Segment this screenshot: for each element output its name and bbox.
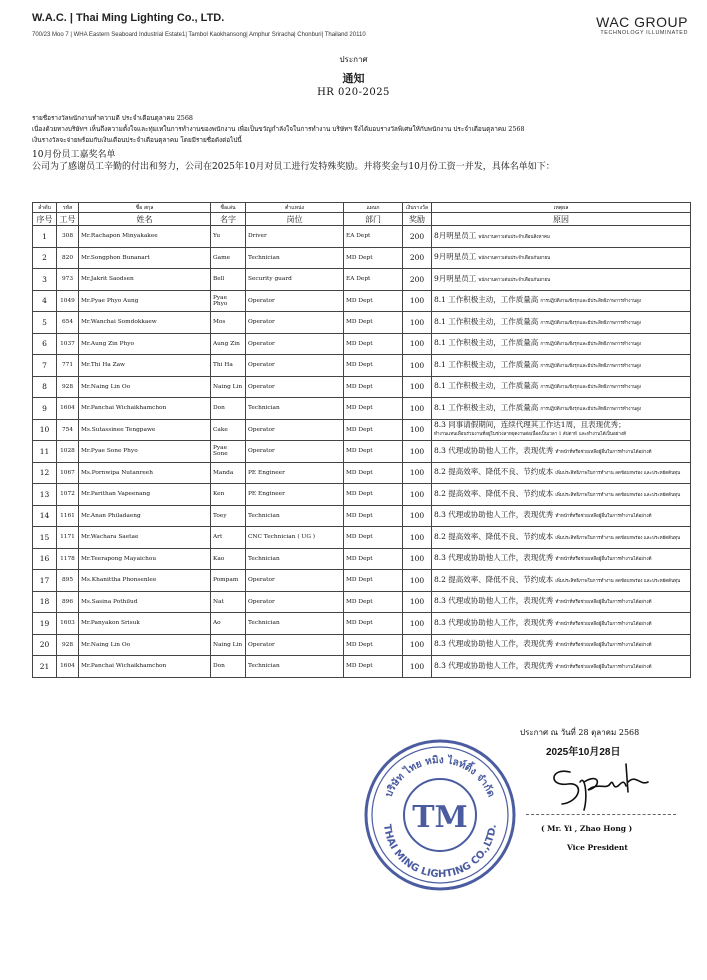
employee-department: MD Dept — [344, 290, 403, 312]
reason-thai: การปฏิบัติงานเชิงรุกและมีประสิทธิภาพการทำงานสูง — [540, 406, 642, 412]
table-header-thai — [33, 203, 691, 213]
employee-id: 928 — [57, 376, 79, 398]
employee-name: Mr.Panchai Wichaikhamchon — [79, 398, 211, 420]
employee-nickname: Nat — [211, 591, 246, 613]
employee-nickname: Thi Ha — [211, 355, 246, 377]
award-amount: 100 — [403, 634, 432, 656]
header-cell: ชื่อเล่น — [211, 203, 246, 213]
svg-text:THAI MING LIGHTING CO.,LTD.: THAI MING LIGHTING CO.,LTD. — [381, 823, 499, 881]
employee-name: Mr.Pyae Sone Phyo — [79, 441, 211, 463]
header-cell: 部门 — [344, 213, 403, 226]
employee-position: Driver — [246, 226, 344, 248]
employee-id: 1067 — [57, 462, 79, 484]
row-number: 17 — [33, 570, 57, 592]
signer-name: ( Mr. Yi , Zhao Hong ) — [541, 824, 633, 833]
intro-thai-line-1: รายชื่อรางวัลพนักงานทำความดี ประจำเดือนตุลาคม 2568 — [32, 114, 193, 122]
employee-nickname: Mos — [211, 312, 246, 334]
employee-name: Mr.Songphon Bunanart — [79, 247, 211, 269]
reason-thai: การปฏิบัติงานเชิงรุกและมีประสิทธิภาพการทำงานสูง — [540, 320, 642, 326]
employee-name: Mr.Thi Ha Zaw — [79, 355, 211, 377]
reason-chinese: 8.2 提高效率、降低不良、节约成本 — [434, 467, 554, 476]
header-cell: รหัส — [57, 203, 79, 213]
row-number: 11 — [33, 441, 57, 463]
employee-department: MD Dept — [344, 247, 403, 269]
row-number: 6 — [33, 333, 57, 355]
employee-name: Ms.Sutassinee Tengpawe — [79, 419, 211, 441]
employee-position: Operator — [246, 376, 344, 398]
award-reason — [432, 247, 691, 269]
row-number: 12 — [33, 462, 57, 484]
employee-position: Technician — [246, 656, 344, 678]
employee-id: 1072 — [57, 484, 79, 506]
row-number: 5 — [33, 312, 57, 334]
award-amount: 100 — [403, 398, 432, 420]
employee-nickname: Aung Zin — [211, 333, 246, 355]
reason-thai-continued: และทำงานได้เป็นอย่างดี — [578, 431, 626, 437]
handwritten-signature-icon — [540, 752, 660, 812]
intro-chinese-line-2: 公司为了感谢员工辛勤的付出和努力，公司在2025年10月对员工进行发特殊奖励。并将奖金与10月份工资一并发，具体名单如下： — [32, 162, 555, 172]
award-amount: 200 — [403, 269, 432, 291]
employee-department: MD Dept — [344, 505, 403, 527]
row-number: 14 — [33, 505, 57, 527]
header-cell: 奖励 — [403, 213, 432, 226]
employee-nickname: Pompam — [211, 570, 246, 592]
award-reason — [432, 441, 691, 463]
employee-name: Mr.Teerapong Mayaichou — [79, 548, 211, 570]
employee-id: 754 — [57, 419, 79, 441]
employee-nickname: Kao — [211, 548, 246, 570]
employee-department: MD Dept — [344, 355, 403, 377]
signer-title: Vice President — [567, 843, 628, 852]
employee-name: Mr.Wachara Saetae — [79, 527, 211, 549]
employee-position: CNC Technician ( UG ) — [246, 527, 344, 549]
employee-name: Mr.Wanchai Somdokkaew — [79, 312, 211, 334]
award-reason — [432, 548, 691, 570]
employee-name: Mr.Rachapon Minyakakee — [79, 226, 211, 248]
intro-text — [32, 113, 682, 173]
table-row — [33, 613, 691, 635]
header-cell: 序号 — [33, 213, 57, 226]
employee-name: Mr.Naing Lin Oo — [79, 634, 211, 656]
employee-id: 896 — [57, 591, 79, 613]
table-row — [33, 634, 691, 656]
employee-department: MD Dept — [344, 656, 403, 678]
employee-nickname: Game — [211, 247, 246, 269]
reason-thai: เพิ่มประสิทธิภาพในการทำงาน ลดข้อบกพร่อง และประหยัดต้นทุน — [555, 492, 681, 498]
award-table — [32, 202, 691, 678]
header-cell: ชื่อ สกุล — [79, 203, 211, 213]
row-number: 15 — [33, 527, 57, 549]
reason-thai: ทำหน้าที่หรือช่วยเหลือผู้อื่นในการทำงานได้อย่างดี — [555, 643, 652, 648]
award-reason — [432, 527, 691, 549]
award-reason — [432, 570, 691, 592]
svg-text:บริษัท ไทย หมิง ไลท์ติ้ง จำกัด: บริษัท ไทย หมิง ไลท์ติ้ง จำกัด — [383, 754, 497, 799]
award-reason — [432, 634, 691, 656]
award-reason — [432, 419, 691, 441]
reason-thai: ทำงานแทนเพื่อนร่วมงานที่อยู่ในช่วงลาหยุดงานต่อเนื่องเป็นเวลา 1 สัปดาห์ — [434, 431, 577, 437]
row-number: 4 — [33, 290, 57, 312]
row-number: 9 — [33, 398, 57, 420]
reason-chinese: 8.1 工作积极主动，工作质量高 — [434, 359, 539, 369]
brand-logo — [596, 14, 688, 36]
row-number: 7 — [33, 355, 57, 377]
reason-chinese: 8.1 工作积极主动，工作质量高 — [434, 316, 539, 326]
employee-department: MD Dept — [344, 570, 403, 592]
employee-department: MD Dept — [344, 419, 403, 441]
reason-thai: ทำหน้าที่หรือช่วยเหลือผู้อื่นในการทำงานได้อย่างดี — [555, 600, 652, 605]
employee-id: 1161 — [57, 505, 79, 527]
company-seal-icon — [360, 735, 520, 895]
table-row — [33, 247, 691, 269]
award-amount: 100 — [403, 419, 432, 441]
employee-nickname: Yu — [211, 226, 246, 248]
table-row — [33, 226, 691, 248]
table-row — [33, 269, 691, 291]
reason-chinese: 8.1 工作积极主动，工作质量高 — [434, 402, 539, 412]
row-number: 1 — [33, 226, 57, 248]
reason-thai: เพิ่มประสิทธิภาพในการทำงาน ลดข้อบกพร่อง และประหยัดต้นทุน — [555, 578, 681, 584]
table-row — [33, 548, 691, 570]
award-amount: 100 — [403, 548, 432, 570]
award-amount: 100 — [403, 570, 432, 592]
table-row — [33, 376, 691, 398]
row-number: 8 — [33, 376, 57, 398]
employee-nickname: Art — [211, 527, 246, 549]
intro-thai-line-3: เงินรางวัลจะจ่ายพร้อมกับเงินเดือนประจำเดือนตุลาคม โดยมีรายชื่อดังต่อไปนี้ — [32, 136, 242, 144]
employee-position: PE Engineer — [246, 484, 344, 506]
award-amount: 100 — [403, 355, 432, 377]
employee-position: Operator — [246, 441, 344, 463]
employee-department: MD Dept — [344, 398, 403, 420]
reason-chinese: 8.3 代理或协助他人工作，表现优秀 — [434, 596, 554, 605]
row-number: 18 — [33, 591, 57, 613]
table-row — [33, 591, 691, 613]
header-cell: แผนก — [344, 203, 403, 213]
table-row — [33, 441, 691, 463]
employee-nickname: Ken — [211, 484, 246, 506]
announcement-date-thai: ประกาศ ณ วันที่ 28 ตุลาคม 2568 — [520, 728, 640, 737]
reason-chinese: 8.3 代理或协助他人工作，表现优秀 — [434, 617, 554, 627]
employee-nickname: Manda — [211, 462, 246, 484]
employee-position: Technician — [246, 247, 344, 269]
reason-chinese: 8.1 工作积极主动，工作质量高 — [434, 295, 539, 304]
employee-nickname: Ao — [211, 613, 246, 635]
reason-thai: ทำหน้าที่หรือช่วยเหลือผู้อื่นในการทำงานได้อย่างดี — [555, 449, 652, 455]
award-reason — [432, 312, 691, 334]
signature-line — [526, 814, 676, 815]
reason-chinese: 8.2 提高效率、降低不良、节约成本 — [434, 531, 554, 541]
row-number: 13 — [33, 484, 57, 506]
table-row — [33, 570, 691, 592]
employee-department: MD Dept — [344, 312, 403, 334]
award-reason — [432, 484, 691, 506]
employee-name: Ms.Pornwipa Nutanreeh — [79, 462, 211, 484]
award-reason — [432, 613, 691, 635]
reason-chinese: 8.2 提高效率、降低不良、节约成本 — [434, 488, 554, 498]
header-cell: 工号 — [57, 213, 79, 226]
reason-chinese: 8.3 代理或协助他人工作，表现优秀 — [434, 639, 554, 648]
employee-name: Mr.Naing Lin Oo — [79, 376, 211, 398]
header-cell: เงินรางวัล — [403, 203, 432, 213]
award-reason — [432, 290, 691, 312]
employee-position: Operator — [246, 312, 344, 334]
header-cell: 岗位 — [246, 213, 344, 226]
header-cell: 原因 — [432, 213, 691, 226]
reason-chinese: 8.1 工作积极主动，工作质量高 — [434, 381, 539, 390]
employee-id: 1178 — [57, 548, 79, 570]
svg-text:TM: TM — [412, 800, 468, 835]
employee-nickname: Don — [211, 656, 246, 678]
employee-nickname: Don — [211, 398, 246, 420]
employee-position: Operator — [246, 570, 344, 592]
employee-department: MD Dept — [344, 613, 403, 635]
row-number: 16 — [33, 548, 57, 570]
employee-id: 1171 — [57, 527, 79, 549]
award-reason — [432, 226, 691, 248]
employee-id: 895 — [57, 570, 79, 592]
employee-id: 928 — [57, 634, 79, 656]
award-reason — [432, 591, 691, 613]
notice-number: HR 020-2025 — [317, 87, 390, 98]
reason-thai: เพิ่มประสิทธิภาพในการทำงาน ลดข้อบกพร่อง และประหยัดต้นทุน — [555, 535, 681, 541]
employee-nickname: Pyae Phyo — [211, 290, 246, 312]
award-amount: 100 — [403, 591, 432, 613]
row-number: 20 — [33, 634, 57, 656]
employee-position: Operator — [246, 419, 344, 441]
reason-chinese: 8月明星员工 — [434, 230, 477, 240]
award-amount: 100 — [403, 613, 432, 635]
employee-department: MD Dept — [344, 462, 403, 484]
employee-department: MD Dept — [344, 591, 403, 613]
employee-id: 1603 — [57, 613, 79, 635]
employee-nickname: Naing Lin — [211, 634, 246, 656]
header-cell: 名字 — [211, 213, 246, 226]
reason-chinese: 9月明星员工 — [434, 273, 477, 283]
employee-name: Mr.Parithan Vapeenang — [79, 484, 211, 506]
employee-name: Ms.Khanittha Phonsenlee — [79, 570, 211, 592]
employee-department: EA Dept — [344, 269, 403, 291]
employee-id: 820 — [57, 247, 79, 269]
reason-thai: การปฏิบัติงานเชิงรุกและมีประสิทธิภาพการทำงานสูง — [540, 363, 642, 369]
header-cell: 姓名 — [79, 213, 211, 226]
header-cell: ลำดับ — [33, 203, 57, 213]
employee-department: MD Dept — [344, 484, 403, 506]
table-row — [33, 656, 691, 678]
award-reason — [432, 398, 691, 420]
reason-thai: ทำหน้าที่หรือช่วยเหลือผู้อื่นในการทำงานได้อย่างดี — [555, 514, 652, 519]
employee-nickname: Toey — [211, 505, 246, 527]
employee-department: EA Dept — [344, 226, 403, 248]
table-row — [33, 527, 691, 549]
row-number: 10 — [33, 419, 57, 441]
reason-chinese: 8.3 代理或协助他人工作，表现优秀 — [434, 510, 554, 519]
row-number: 21 — [33, 656, 57, 678]
employee-id: 973 — [57, 269, 79, 291]
employee-position: Operator — [246, 634, 344, 656]
reason-thai: ทำหน้าที่หรือช่วยเหลือผู้อื่นในการทำงานได้อย่างดี — [555, 621, 652, 627]
award-amount: 100 — [403, 462, 432, 484]
table-row — [33, 419, 691, 441]
reason-thai: การปฏิบัติงานเชิงรุกและมีประสิทธิภาพการทำงานสูง — [540, 342, 642, 347]
employee-id: 1049 — [57, 290, 79, 312]
employee-position: Operator — [246, 290, 344, 312]
award-reason — [432, 462, 691, 484]
employee-position: Operator — [246, 355, 344, 377]
employee-position: Technician — [246, 505, 344, 527]
reason-thai: ทำหน้าที่หรือช่วยเหลือผู้อื่นในการทำงานได้อย่างดี — [555, 664, 652, 670]
employee-position: PE Engineer — [246, 462, 344, 484]
employee-name: Mr.Aung Zin Phyo — [79, 333, 211, 355]
table-row — [33, 355, 691, 377]
employee-position: Technician — [246, 613, 344, 635]
award-amount: 100 — [403, 484, 432, 506]
employee-nickname: Naing Lin — [211, 376, 246, 398]
award-reason — [432, 333, 691, 355]
employee-department: MD Dept — [344, 548, 403, 570]
table-row — [33, 462, 691, 484]
row-number: 3 — [33, 269, 57, 291]
table-header-chinese — [33, 213, 691, 226]
header-cell: เหตุผล — [432, 203, 691, 213]
award-amount: 100 — [403, 333, 432, 355]
employee-id: 771 — [57, 355, 79, 377]
reason-thai: เพิ่มประสิทธิภาพในการทำงาน ลดข้อบกพร่อง และประหยัดต้นทุน — [555, 471, 681, 476]
award-amount: 100 — [403, 376, 432, 398]
employee-name: Ms.Sasina Pothilud — [79, 591, 211, 613]
table-row — [33, 290, 691, 312]
employee-nickname: Bell — [211, 269, 246, 291]
employee-position: Operator — [246, 591, 344, 613]
employee-department: MD Dept — [344, 441, 403, 463]
table-row — [33, 312, 691, 334]
employee-name: Mr.Pyae Phyo Aung — [79, 290, 211, 312]
table-row — [33, 333, 691, 355]
award-amount: 100 — [403, 656, 432, 678]
award-amount: 200 — [403, 247, 432, 269]
award-amount: 100 — [403, 505, 432, 527]
reason-thai: พนักงานดาวเด่นประจำเดือนสิงหาคม — [478, 234, 550, 240]
award-amount: 200 — [403, 226, 432, 248]
brand-tagline: TECHNOLOGY ILLUMINATED — [600, 30, 688, 36]
employee-id: 1604 — [57, 656, 79, 678]
employee-department: MD Dept — [344, 527, 403, 549]
company-name: W.A.C. | Thai Ming Lighting Co., LTD. — [32, 12, 225, 24]
employee-position: Security guard — [246, 269, 344, 291]
award-amount: 100 — [403, 312, 432, 334]
award-reason — [432, 376, 691, 398]
table-row — [33, 505, 691, 527]
award-reason — [432, 505, 691, 527]
reason-chinese: 8.3 同事请假期间，连续代理其工作达1周，且表现优秀； — [434, 420, 626, 430]
header-cell: ตำแหน่ง — [246, 203, 344, 213]
reason-chinese: 8.3 代理或协助他人工作，表现优秀 — [434, 553, 554, 562]
employee-department: MD Dept — [344, 376, 403, 398]
reason-thai: พนักงานดาวเด่นประจำเดือนกันยายน — [478, 256, 551, 261]
employee-id: 308 — [57, 226, 79, 248]
table-row — [33, 484, 691, 506]
award-amount: 100 — [403, 290, 432, 312]
employee-position: Technician — [246, 398, 344, 420]
award-reason — [432, 355, 691, 377]
title-chinese: 通知 — [342, 72, 365, 85]
reason-chinese: 8.3 代理或协助他人工作，表现优秀 — [434, 445, 554, 455]
intro-thai-line-2: เนื่องด้วยทางบริษัทฯ เห็นถึงความตั้งใจและทุ่มเทในการทำงานของพนักงาน เพื่อเป็นขวัญกำลังใจในการทำงาน บริษัทฯ จึงได้มอบรางวัลพิเศษให้กับพนักงาน ประจำเดือนตุลาคม 2568 — [32, 125, 525, 133]
employee-nickname: Cake — [211, 419, 246, 441]
row-number: 19 — [33, 613, 57, 635]
employee-department: MD Dept — [344, 634, 403, 656]
award-amount: 100 — [403, 527, 432, 549]
brand-name: WAC GROUP — [596, 14, 688, 30]
employee-name: Mr.Panyakon Srisuk — [79, 613, 211, 635]
reason-chinese: 8.3 代理或协助他人工作，表现优秀 — [434, 660, 554, 670]
employee-position: Operator — [246, 333, 344, 355]
award-amount: 100 — [403, 441, 432, 463]
reason-thai: ทำหน้าที่หรือช่วยเหลือผู้อื่นในการทำงานได้อย่างดี — [555, 557, 652, 562]
notice-title-block — [0, 53, 707, 98]
title-thai: ประกาศ — [339, 55, 368, 64]
award-reason — [432, 656, 691, 678]
company-address: 700/23 Moo 7 | WHA Eastern Seaboard Industrial Estate1| Tambol Kaokhansong| Amphur Sriracha| Chonburi| Thailand 20110 — [32, 32, 366, 38]
employee-name: Mr.Anan Philadaeng — [79, 505, 211, 527]
employee-nickname: Pyae Sone — [211, 441, 246, 463]
employee-position: Technician — [246, 548, 344, 570]
employee-name: Mr.Panchai Wichaikhamchon — [79, 656, 211, 678]
reason-chinese: 8.2 提高效率、降低不良、节约成本 — [434, 574, 554, 584]
reason-thai: การปฏิบัติงานเชิงรุกและมีประสิทธิภาพการทำงานสูง — [540, 299, 642, 304]
reason-thai: การปฏิบัติงานเชิงรุกและมีประสิทธิภาพการทำงานสูง — [540, 385, 642, 390]
employee-id: 1604 — [57, 398, 79, 420]
employee-id: 654 — [57, 312, 79, 334]
reason-thai: พนักงานดาวเด่นประจำเดือนกันยายน — [478, 277, 551, 283]
award-reason — [432, 269, 691, 291]
letterhead — [32, 12, 688, 46]
reason-chinese: 9月明星员工 — [434, 252, 477, 261]
employee-department: MD Dept — [344, 333, 403, 355]
intro-chinese-line-1: 10月份员工嘉奖名单 — [32, 150, 116, 160]
announcement-date-chinese: 2025年10月28日 — [546, 747, 621, 758]
table-row — [33, 398, 691, 420]
row-number: 2 — [33, 247, 57, 269]
employee-name: Mr.Jakrit Saodsen — [79, 269, 211, 291]
employee-id: 1028 — [57, 441, 79, 463]
reason-chinese: 8.1 工作积极主动，工作质量高 — [434, 338, 539, 347]
employee-id: 1037 — [57, 333, 79, 355]
